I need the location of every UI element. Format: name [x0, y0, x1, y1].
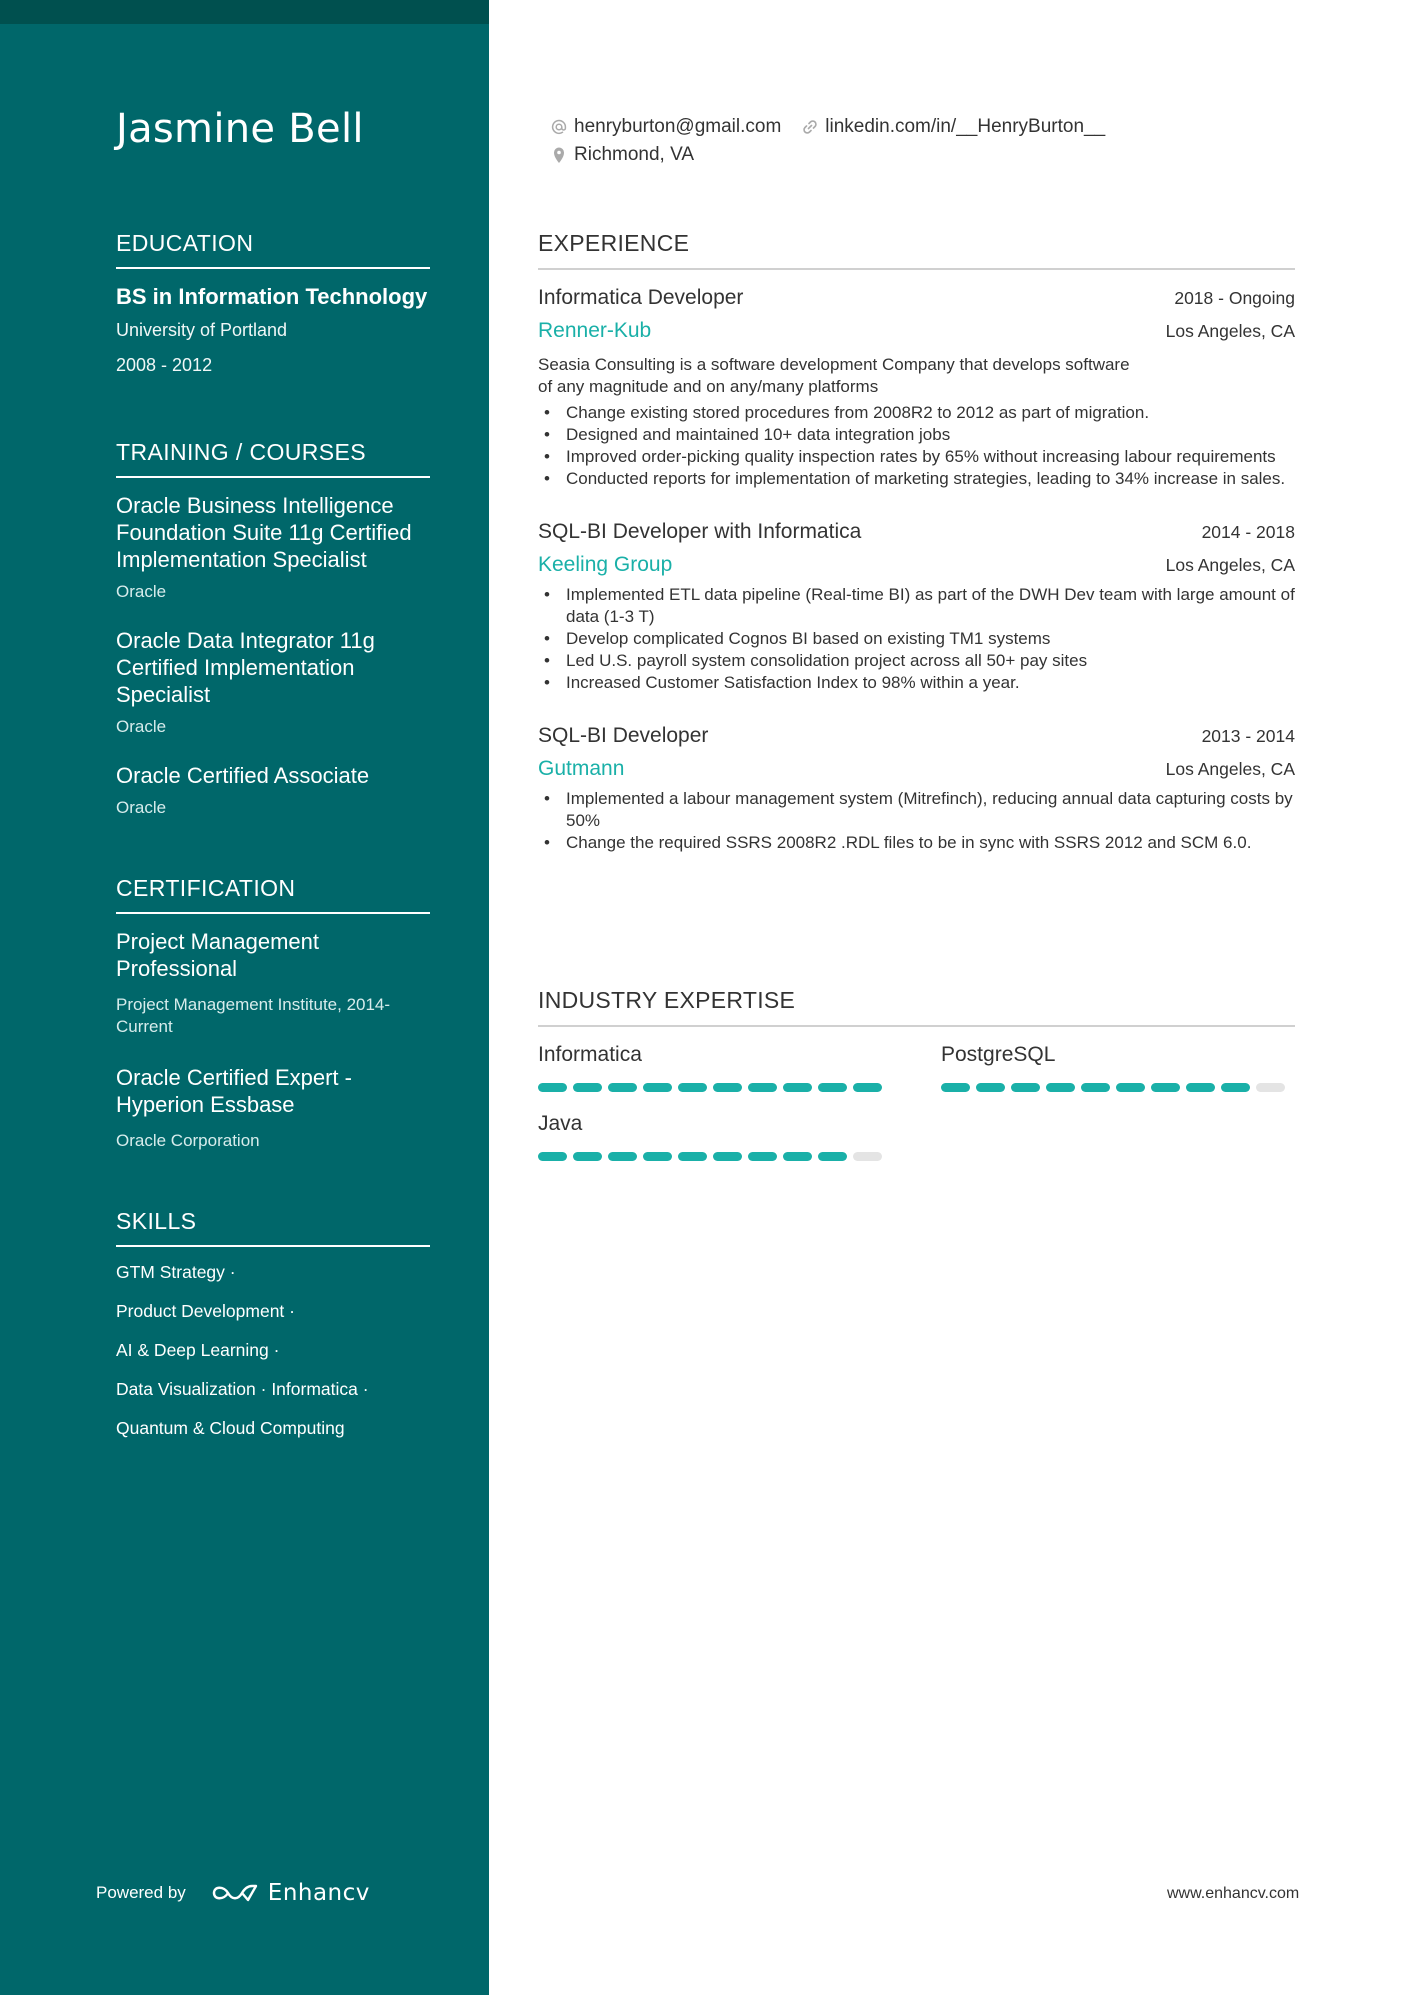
job-entry [538, 284, 1295, 490]
job-subheader [538, 546, 1295, 580]
job-company: Gutmann [538, 757, 625, 780]
skill-item: AI & Deep Learning · [116, 1340, 280, 1360]
expertise-item [941, 1041, 1295, 1092]
job-bullet: • Change the required SSRS 2008R2 .RDL files to be in sync with SSRS 2012 and SCM 6.0. [538, 832, 1295, 854]
course-item [116, 762, 430, 819]
expertise-name: Informatica [538, 1043, 642, 1066]
contact-row-location [550, 144, 714, 166]
education-school: University of Portland [116, 320, 288, 340]
level-segment-filled [748, 1152, 777, 1161]
level-segment-empty [1256, 1083, 1285, 1092]
level-segment-filled [748, 1083, 777, 1092]
job-date: 2014 - 2018 [1201, 522, 1295, 542]
contact-email[interactable] [550, 116, 781, 138]
level-segment-filled [713, 1152, 742, 1161]
level-segment-filled [783, 1083, 812, 1092]
skill-item: Data Visualization · Informatica · [116, 1379, 369, 1399]
powered-by-label: Powered by [96, 1883, 186, 1902]
job-bullet: • Change existing stored procedures from 2008R2 to 2012 as part of migration. [538, 402, 1295, 424]
location-pin-icon [550, 146, 568, 164]
job-date: 2018 - Ongoing [1174, 288, 1295, 308]
footer-url[interactable]: www.enhancv.com [1167, 1885, 1300, 1902]
course-title: Oracle Certified Associate [116, 763, 370, 788]
level-segment-filled [818, 1083, 847, 1092]
level-segment-filled [643, 1152, 672, 1161]
enhancv-logo-icon [212, 1882, 258, 1904]
location-text: Richmond, VA [574, 144, 695, 165]
training-section [116, 439, 430, 819]
level-segment-filled [538, 1083, 567, 1092]
contact-row [550, 116, 1125, 138]
certification-section [116, 875, 430, 1152]
job-location: Los Angeles, CA [1165, 759, 1295, 779]
job-title: SQL-BI Developer [538, 724, 709, 747]
level-segment-filled [643, 1083, 672, 1092]
course-title: Oracle Business Intelligence Foundation Suite 11g Certified Implementation Specialist [116, 493, 412, 572]
expertise-item [538, 1110, 941, 1161]
level-segment-filled [818, 1152, 847, 1161]
skills-section [116, 1208, 430, 1439]
job-date: 2013 - 2014 [1201, 726, 1295, 746]
experience-title: EXPERIENCE [538, 230, 1295, 270]
level-segment-filled [783, 1152, 812, 1161]
certification-item [116, 1064, 430, 1152]
contact-location [550, 144, 694, 166]
level-segment-filled [573, 1083, 602, 1092]
level-segment-filled [573, 1152, 602, 1161]
main-content [538, 0, 1295, 1995]
education-title: EDUCATION [116, 230, 430, 269]
level-segment-filled [713, 1083, 742, 1092]
education-degree: BS in Information Technology [116, 284, 428, 309]
expertise-level-bar [538, 1083, 941, 1092]
email-text: henryburton@gmail.com [574, 116, 782, 137]
job-location: Los Angeles, CA [1165, 321, 1295, 341]
job-header [538, 722, 1295, 750]
certification-name: Project Management Professional [116, 929, 319, 981]
job-location: Los Angeles, CA [1165, 555, 1295, 575]
job-bullets [538, 402, 1295, 490]
job-company: Renner-Kub [538, 319, 652, 342]
certification-name: Oracle Certified Expert - Hyperion Essbase [116, 1065, 352, 1117]
level-segment-filled [608, 1152, 637, 1161]
level-segment-filled [678, 1083, 707, 1092]
expertise-item [538, 1041, 941, 1092]
job-bullet: • Increased Customer Satisfaction Index to 98% within a year. [538, 672, 1295, 694]
job-header [538, 518, 1295, 546]
powered-by [96, 1880, 370, 1906]
job-company: Keeling Group [538, 553, 673, 576]
enhancv-logo[interactable] [212, 1880, 370, 1906]
job-bullet: • Designed and maintained 10+ data integration jobs [538, 424, 1295, 446]
level-segment-filled [1081, 1083, 1110, 1092]
job-bullet: • Conducted reports for implementation of marketing strategies, leading to 34% increase in sales. [538, 468, 1295, 490]
expertise-level-bar [538, 1152, 941, 1161]
course-title: Oracle Data Integrator 11g Certified Implementation Specialist [116, 628, 375, 707]
skill-item: GTM Strategy · [116, 1262, 236, 1282]
course-item [116, 492, 430, 603]
experience-section [538, 230, 1295, 854]
level-segment-filled [1046, 1083, 1075, 1092]
contact-linkedin[interactable] [801, 116, 1105, 138]
job-title: Informatica Developer [538, 286, 744, 309]
sidebar-top-bar [0, 0, 489, 24]
skill-item: Quantum & Cloud Computing [116, 1418, 345, 1438]
level-segment-filled [976, 1083, 1005, 1092]
training-title: TRAINING / COURSES [116, 439, 430, 478]
at-icon [550, 118, 568, 136]
expertise-name: Java [538, 1112, 583, 1135]
level-segment-filled [941, 1083, 970, 1092]
certification-item [116, 928, 430, 1038]
job-bullets [538, 788, 1295, 854]
level-segment-filled [1011, 1083, 1040, 1092]
candidate-name: Jasmine Bell [116, 106, 364, 152]
certification-org: Oracle Corporation [116, 1131, 260, 1150]
education-years: 2008 - 2012 [116, 355, 213, 375]
expertise-level-bar [941, 1083, 1295, 1092]
sidebar [0, 0, 489, 1995]
job-header [538, 284, 1295, 312]
level-segment-filled [1186, 1083, 1215, 1092]
course-org: Oracle [116, 798, 167, 817]
job-description: Seasia Consulting is a software development Company that develops software of any magnitude and on any/many platforms [538, 355, 1130, 396]
course-org: Oracle [116, 717, 167, 736]
course-org: Oracle [116, 582, 167, 601]
expertise-title: INDUSTRY EXPERTISE [538, 987, 1295, 1027]
job-bullet: • Led U.S. payroll system consolidation project across all 50+ pay sites [538, 650, 1295, 672]
level-segment-filled [608, 1083, 637, 1092]
level-segment-filled [538, 1152, 567, 1161]
level-segment-filled [1151, 1083, 1180, 1092]
course-item [116, 627, 430, 738]
job-subheader [538, 312, 1295, 346]
job-subheader [538, 750, 1295, 784]
expertise-name: PostgreSQL [941, 1043, 1056, 1066]
job-bullet: • Implemented ETL data pipeline (Real-time BI) as part of the DWH Dev team with large amount of data (1-3 T) [538, 584, 1295, 628]
certification-org: Project Management Institute, 2014-Current [116, 995, 391, 1036]
job-entry [538, 722, 1295, 854]
certification-title: CERTIFICATION [116, 875, 430, 914]
level-segment-filled [678, 1152, 707, 1161]
job-bullet: • Improved order-picking quality inspection rates by 65% without increasing labour requirements [538, 446, 1295, 468]
level-segment-filled [853, 1083, 882, 1092]
job-title: SQL-BI Developer with Informatica [538, 520, 862, 543]
level-segment-filled [1221, 1083, 1250, 1092]
skills-title: SKILLS [116, 1208, 430, 1247]
link-icon [801, 118, 819, 136]
job-bullet: • Develop complicated Cognos BI based on existing TM1 systems [538, 628, 1295, 650]
expertise-section [538, 987, 1295, 1161]
education-section [116, 230, 430, 377]
level-segment-filled [1116, 1083, 1145, 1092]
skill-item: Product Development · [116, 1301, 295, 1321]
job-entry [538, 518, 1295, 694]
sidebar-content [116, 104, 430, 1456]
enhancv-brand-text: Enhancv [267, 1880, 370, 1906]
level-segment-empty [853, 1152, 882, 1161]
job-bullet: • Implemented a labour management system (Mitrefinch), reducing annual data capturing costs by 50% [538, 788, 1295, 832]
expertise-grid [538, 1041, 1295, 1161]
linkedin-text: linkedin.com/in/__HenryBurton__ [825, 116, 1106, 137]
job-bullets [538, 584, 1295, 694]
